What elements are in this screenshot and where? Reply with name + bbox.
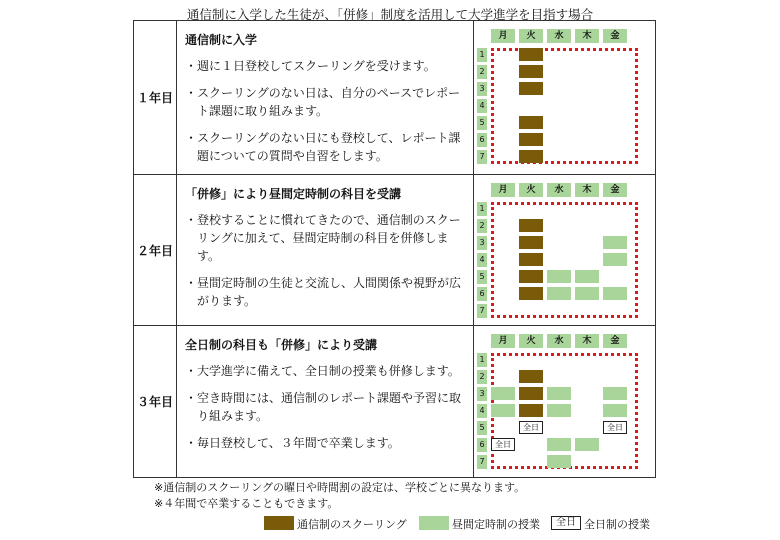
daytime-class-cell: [491, 404, 515, 417]
fullday-class-cell: 全日: [491, 438, 515, 451]
schooling-cell: [519, 287, 543, 300]
timetable: [474, 326, 655, 476]
period-label: 7: [477, 304, 487, 318]
daytime-class-cell: [575, 287, 599, 300]
schooling-cell: [519, 270, 543, 283]
schooling-cell: [519, 65, 543, 78]
period-label: 4: [477, 404, 487, 418]
row-heading: 全日制の科目も「併修」により受講: [185, 338, 378, 352]
daytime-class-cell: [547, 270, 571, 283]
daytime-class-cell: [547, 287, 571, 300]
period-label: 2: [477, 370, 487, 384]
schooling-cell: [519, 133, 543, 146]
period-label: 3: [477, 82, 487, 96]
day-header: 月: [491, 334, 515, 348]
legend-swatch-fullday: 全日: [551, 516, 581, 530]
footnote: ※通信制のスクーリングの曜日や時間割の設定は、学校ごとに異なります。: [154, 481, 526, 494]
schooling-cell: [519, 370, 543, 383]
period-label: 5: [477, 421, 487, 435]
period-label: 1: [477, 48, 487, 62]
bullet-text: ・空き時間には、通信制のレポート課題や予習に取り組みます。: [185, 391, 462, 423]
day-header: 金: [603, 183, 627, 197]
day-header: 月: [491, 183, 515, 197]
period-label: 5: [477, 116, 487, 130]
legend-swatch-schooling: [264, 516, 294, 530]
year-row: [134, 326, 656, 478]
day-header: 水: [547, 29, 571, 43]
daytime-class-cell: [603, 253, 627, 266]
bullet-text: ・週に１日登校してスクーリングを受けます。: [185, 59, 436, 73]
period-label: 4: [477, 253, 487, 267]
period-label: 4: [477, 99, 487, 113]
period-label: 6: [477, 133, 487, 147]
schooling-cell: [519, 150, 543, 163]
day-header: 火: [519, 183, 543, 197]
daytime-class-cell: [575, 438, 599, 451]
row-heading: 通信制に入学: [185, 33, 258, 47]
daytime-class-cell: [603, 236, 627, 249]
daytime-class-cell: [603, 387, 627, 400]
schooling-cell: [519, 219, 543, 232]
period-label: 2: [477, 219, 487, 233]
day-header: 火: [519, 29, 543, 43]
daytime-class-cell: [603, 287, 627, 300]
period-label: 7: [477, 150, 487, 164]
dotted-frame: [491, 48, 638, 164]
daytime-class-cell: [547, 404, 571, 417]
period-label: 6: [477, 438, 487, 452]
period-label: 1: [477, 353, 487, 367]
bullet-text: ・登校することに慣れてきたので、通信制のスクーリングに加えて、昼間定時制の科目を併修します。: [185, 213, 461, 263]
day-header: 木: [575, 29, 599, 43]
schooling-cell: [519, 387, 543, 400]
legend-label-daytime: 昼間定時制の授業: [452, 518, 540, 531]
legend-label-schooling: 通信制のスクーリング: [297, 518, 407, 531]
period-label: 3: [477, 387, 487, 401]
bullet-text: ・大学進学に備えて、全日制の授業も併修します。: [185, 364, 460, 378]
year-row: [134, 21, 656, 175]
timetable: [474, 21, 655, 171]
legend-swatch-daytime: [419, 516, 449, 530]
schooling-cell: [519, 116, 543, 129]
day-header: 金: [603, 29, 627, 43]
daytime-class-cell: [547, 387, 571, 400]
year-label: ２年目: [134, 175, 177, 326]
day-header: 月: [491, 29, 515, 43]
period-label: 1: [477, 202, 487, 216]
year-row: [134, 175, 656, 326]
daytime-class-cell: [491, 387, 515, 400]
row-heading: 「併修」により昼間定時制の科目を受講: [185, 187, 402, 201]
legend: [0, 514, 780, 534]
day-header: 金: [603, 334, 627, 348]
bullet-text: ・スクーリングのない日は、自分のペースでレポート課題に取り組みます。: [185, 86, 461, 118]
bullet-text: ・スクーリングのない日にも登校して、レポート課題についての質問や自習をします。: [185, 131, 461, 163]
daytime-class-cell: [603, 404, 627, 417]
year-label: ３年目: [134, 326, 177, 478]
day-header: 火: [519, 334, 543, 348]
schooling-cell: [519, 236, 543, 249]
plan-table: [133, 20, 656, 478]
schooling-cell: [519, 404, 543, 417]
day-header: 木: [575, 183, 599, 197]
bullet-text: ・昼間定時制の生徒と交流し、人間関係や視野が広がります。: [185, 276, 462, 308]
day-header: 木: [575, 334, 599, 348]
daytime-class-cell: [547, 455, 571, 468]
period-label: 2: [477, 65, 487, 79]
daytime-class-cell: [547, 438, 571, 451]
timetable: [474, 175, 655, 325]
day-header: 水: [547, 183, 571, 197]
legend-label-fullday: 全日制の授業: [584, 518, 650, 531]
period-label: 6: [477, 287, 487, 301]
page-title: 通信制に入学した生徒が、「併修」制度を活用して大学進学を目指す場合: [186, 7, 594, 22]
schooling-cell: [519, 82, 543, 95]
daytime-class-cell: [575, 270, 599, 283]
period-label: 5: [477, 270, 487, 284]
fullday-class-cell: 全日: [519, 421, 543, 434]
schooling-cell: [519, 253, 543, 266]
year-label: １年目: [134, 21, 177, 175]
schooling-cell: [519, 48, 543, 61]
fullday-class-cell: 全日: [603, 421, 627, 434]
bullet-text: ・毎日登校して、３年間で卒業します。: [185, 436, 400, 450]
period-label: 7: [477, 455, 487, 469]
day-header: 水: [547, 334, 571, 348]
period-label: 3: [477, 236, 487, 250]
footnote: ※４年間で卒業することもできます。: [154, 497, 339, 510]
